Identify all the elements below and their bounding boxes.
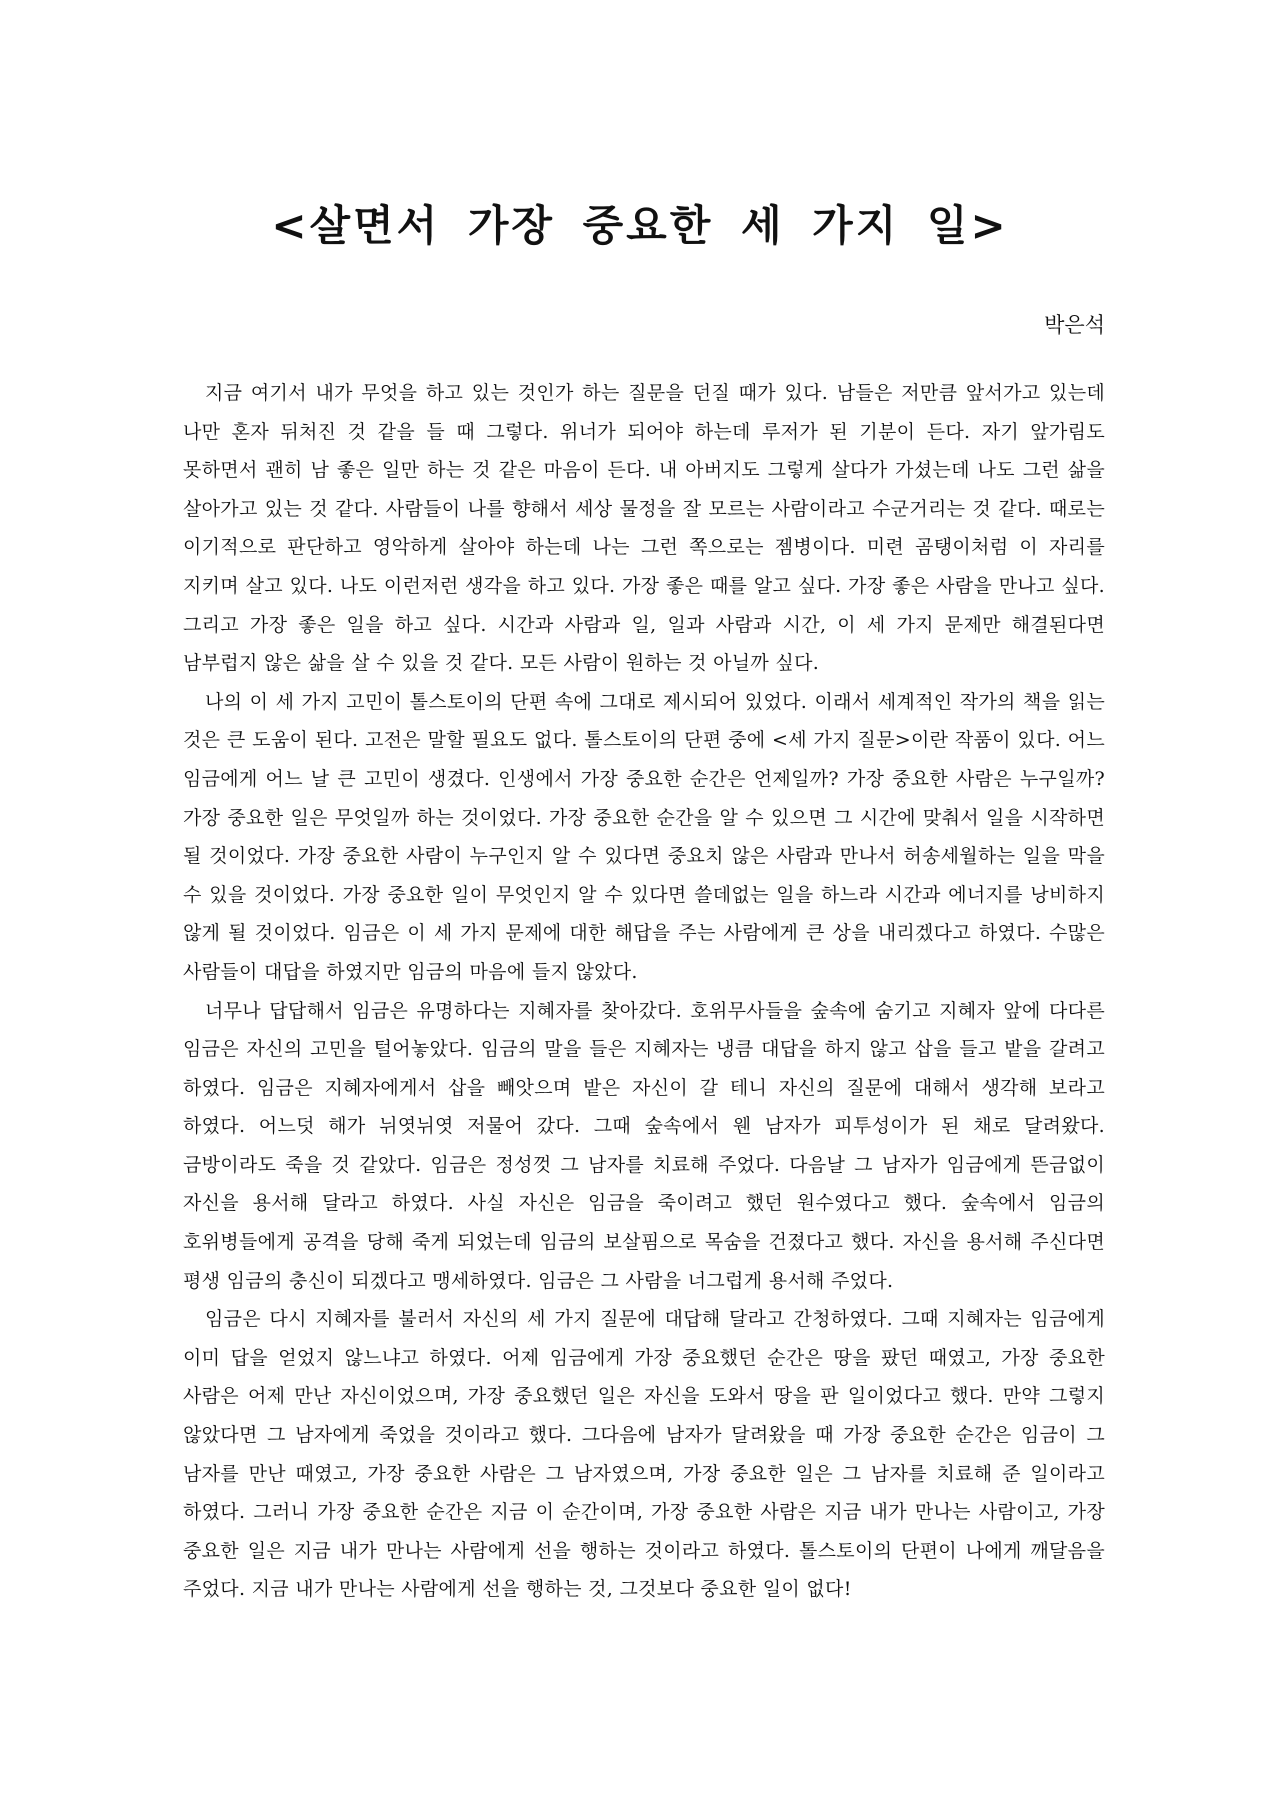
author-name: 박은석 [1044,313,1105,337]
paragraph-2: 나의 이 세 가지 고민이 톨스토이의 단편 속에 그대로 제시되어 있었다. 이래서 세계적인 작가의 책을 읽는 것은 큰 도움이 된다. 고전은 말할 필요도 없다. 톨스토이의 단편 중에 <세 가지 질문>이란 작품이 있다. 어느 임금에게 어느 날 큰 고민이 생겼다. 인생에서 가장 중요한 순간은 언제일까? 가장 중요한 사람은 누구일까? 가장 중요한 일은 무엇일까 하는 것이었다. 가장 중요한 순간을 알 수 있으면 그 시간에 맞춰서 일을 시작하면 될 것이었다. 가장 중요한 사람이 누구인지 알 수 있다면 중요치 않은 사람과 만나서 허송세월하는 일을 막을 수 있을 것이었다. 가장 중요한 일이 무엇인지 알 수 있다면 쓸데없는 일을 하느라 시간과 에너지를 낭비하지 않게 될 것이었다. 임금은 이 세 가지 문제에 대한 해답을 주는 사람에게 큰 상을 내리겠다고 하였다. 수많은 사람들이 대답을 하였지만 임금의 마음에 들지 않았다. [183,690,1105,983]
paragraph-3: 너무나 답답해서 임금은 유명하다는 지혜자를 찾아갔다. 호위무사들을 숲속에 숨기고 지혜자 앞에 다다른 임금은 자신의 고민을 털어놓았다. 임금의 말을 들은 지혜자는 냉큼 대답을 하지 않고 삽을 들고 밭을 갈려고 하였다. 임금은 지혜자에게서 삽을 빼앗으며 밭은 자신이 갈 테니 자신의 질문에 대해서 생각해 보라고 하였다. 어느덧 해가 뉘엿뉘엿 저물어 갔다. 그때 숲속에서 웬 남자가 피투성이가 된 채로 달려왔다. 금방이라도 죽을 것 같았다. 임금은 정성껏 그 남자를 치료해 주었다. 다음날 그 남자가 임금에게 뜬금없이 자신을 용서해 달라고 하였다. 사실 자신은 임금을 죽이려고 했던 원수였다고 했다. 숲속에서 임금의 호위병들에게 공격을 당해 죽게 되었는데 임금의 보살핌으로 목숨을 건졌다고 했다. 자신을 용서해 주신다면 평생 임금의 충신이 되겠다고 맹세하였다. 임금은 그 사람을 너그럽게 용서해 주었다. [183,999,1105,1292]
paragraph-1: 지금 여기서 내가 무엇을 하고 있는 것인가 하는 질문을 던질 때가 있다. 남들은 저만큼 앞서가고 있는데 나만 혼자 뒤처진 것 같을 들 때 그렇다. 위너가 되어야 하는데 루저가 된 기분이 든다. 자기 앞가림도 못하면서 괜히 남 좋은 일만 하는 것 같은 마음이 든다. 내 아버지도 그렇게 살다가 가셨는데 나도 그런 삶을 살아가고 있는 것 같다. 사람들이 나를 향해서 세상 물정을 잘 모르는 사람이라고 수군거리는 것 같다. 때로는 이기적으로 판단하고 영악하게 살아야 하는데 나는 그런 쪽으로는 젬병이다. 미련 곰탱이처럼 이 자리를 지키며 살고 있다. 나도 이런저런 생각을 하고 있다. 가장 좋은 때를 알고 싶다. 가장 좋은 사람을 만나고 싶다. 그리고 가장 좋은 일을 하고 싶다. 시간과 사람과 일, 일과 사람과 시간, 이 세 가지 문제만 해결된다면 남부럽지 않은 삶을 살 수 있을 것 같다. 모든 사람이 원하는 것 아닐까 싶다. [183,382,1105,675]
document-title: <살면서 가장 중요한 세 가지 일> [271,201,1009,250]
document-body [183,374,1105,1609]
paragraph-4: 임금은 다시 지혜자를 불러서 자신의 세 가지 질문에 대답해 달라고 간청하였다. 그때 지혜자는 임금에게 이미 답을 얻었지 않느냐고 하였다. 어제 임금에게 가장 중요했던 순간은 땅을 팠던 때였고, 가장 중요한 사람은 어제 만난 자신이었으며, 가장 중요했던 일은 자신을 도와서 땅을 판 일이었다고 했다. 만약 그렇지 않았다면 그 남자에게 죽었을 것이라고 했다. 그다음에 남자가 달려왔을 때 가장 중요한 순간은 임금이 그 남자를 만난 때였고, 가장 중요한 사람은 그 남자였으며, 가장 중요한 일은 그 남자를 치료해 준 일이라고 하였다. 그러니 가장 중요한 순간은 지금 이 순간이며, 가장 중요한 사람은 지금 내가 만나는 사람이고, 가장 중요한 일은 지금 내가 만나는 사람에게 선을 행하는 것이라고 하였다. 톨스토이의 단편이 나에게 깨달음을 주었다. 지금 내가 만나는 사람에게 선을 행하는 것, 그것보다 중요한 일이 없다! [183,1308,1105,1601]
